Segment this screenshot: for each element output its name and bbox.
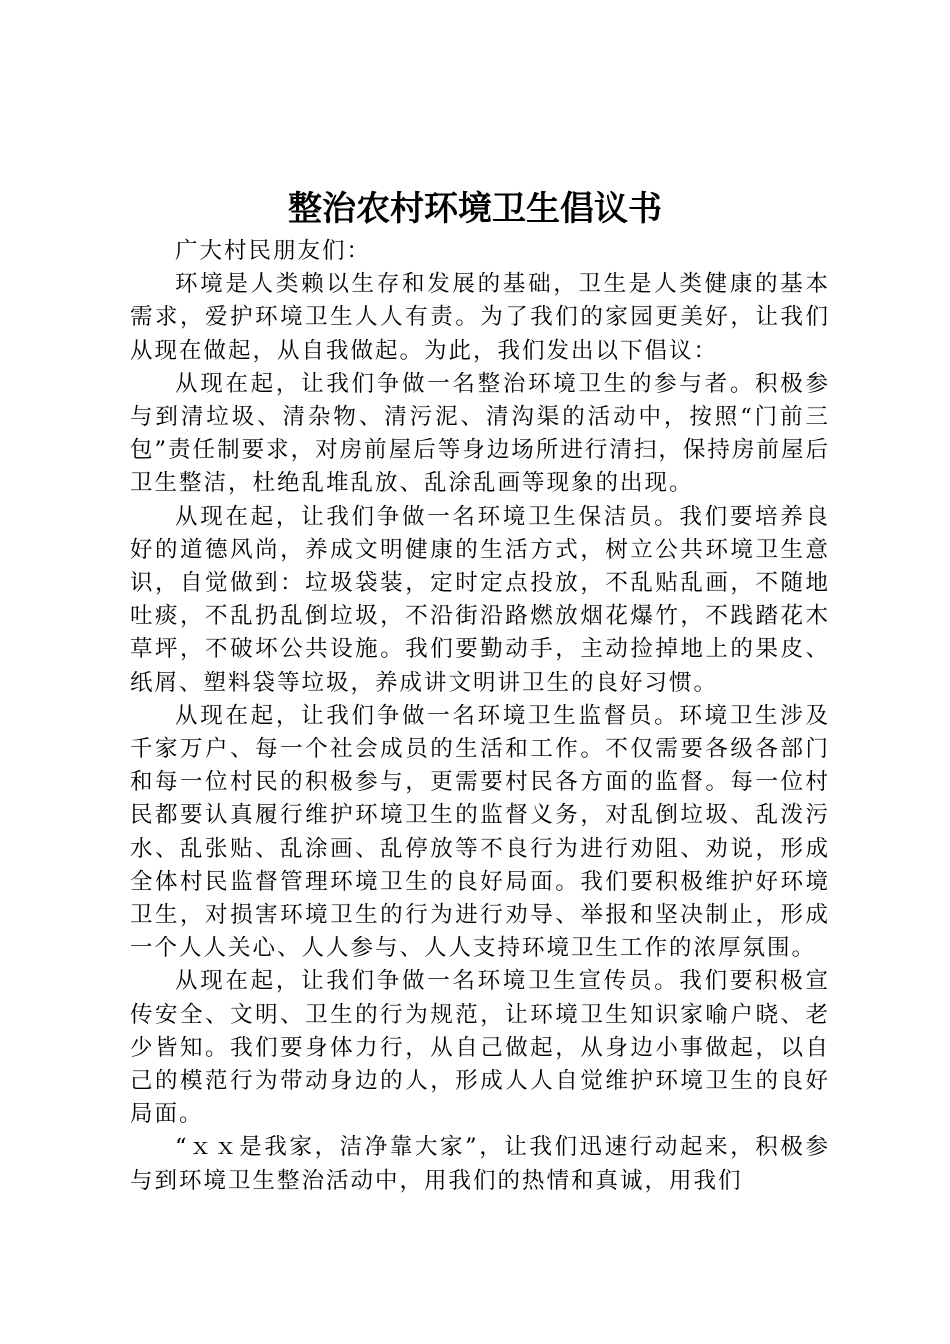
paragraph-closing: “ｘｘ是我家，洁净靠大家”，让我们迅速行动起来，积极参与到环境卫生整治活动中，用我们的热情和真诚，用我们: [130, 1134, 830, 1194]
document-body: [130, 235, 830, 1198]
paragraph-publicist: 从现在起，让我们争做一名环境卫生宣传员。我们要积极宣传安全、文明、卫生的行为规范，让环境卫生知识家喻户晓、老少皆知。我们要身体力行，从自己做起，从身边小事做起，以自己的模范行为带动身边的人，形成人人自觉维护环境卫生的良好局面。: [130, 968, 830, 1128]
paragraph-supervisor: 从现在起，让我们争做一名环境卫生监督员。环境卫生涉及千家万户、每一个社会成员的生活和工作。不仅需要各级各部门和每一位村民的积极参与，更需要村民各方面的监督。每一位村民都要认真履行维护环境卫生的监督义务，对乱倒垃圾、乱泼污水、乱张贴、乱涂画、乱停放等不良行为进行劝阻、劝说，形成全体村民监督管理环境卫生的良好局面。我们要积极维护好环境卫生，对损害环境卫生的行为进行劝导、举报和坚决制止，形成一个人人关心、人人参与、人人支持环境卫生工作的浓厚氛围。: [130, 702, 830, 962]
paragraph-participant: 从现在起，让我们争做一名整治环境卫生的参与者。积极参与到清垃圾、清杂物、清污泥、清沟渠的活动中，按照“门前三包”责任制要求，对房前屋后等身边场所进行清扫，保持房前屋后卫生整洁，杜绝乱堆乱放、乱涂乱画等现象的出现。: [130, 370, 830, 497]
paragraph-cleaner: 从现在起，让我们争做一名环境卫生保洁员。我们要培养良好的道德风尚，养成文明健康的生活方式，树立公共环境卫生意识，自觉做到：垃圾袋装，定时定点投放，不乱贴乱画，不随地吐痰，不乱扔乱倒垃圾，不沿街沿路燃放烟花爆竹，不践踏花木草坪，不破坏公共设施。我们要勤动手，主动捡掉地上的果皮、纸屑、塑料袋等垃圾，养成讲文明讲卫生的良好习惯。: [130, 503, 830, 696]
paragraph-intro: 环境是人类赖以生存和发展的基础，卫生是人类健康的基本需求，爱护环境卫生人人有责。为了我们的家园更美好，让我们从现在做起，从自我做起。为此，我们发出以下倡议：: [130, 271, 830, 364]
salutation: 广大村民朋友们：: [175, 238, 372, 264]
document-title: 整治农村环境卫生倡议书: [288, 189, 662, 229]
